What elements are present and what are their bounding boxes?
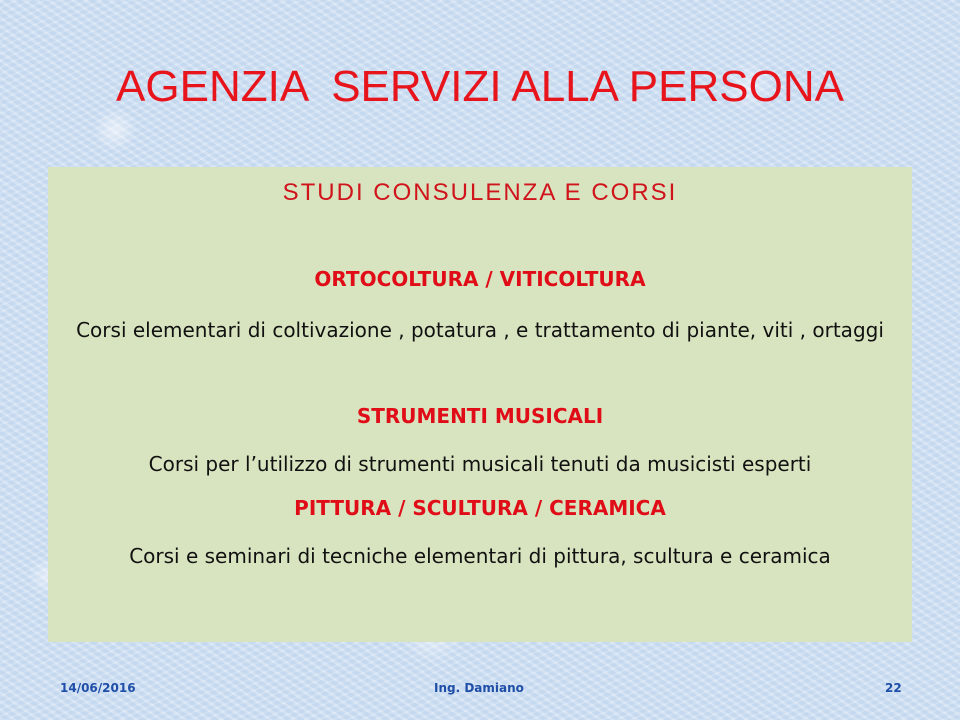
footer-page-number: 22 bbox=[885, 681, 902, 695]
footer-author: Ing. Damiano bbox=[434, 681, 524, 695]
section-title-ortocoltura: ORTOCOLTURA / VITICOLTURA bbox=[314, 267, 646, 291]
section-title-strumenti: STRUMENTI MUSICALI bbox=[356, 404, 604, 428]
content-box bbox=[48, 167, 912, 642]
section-text-ortocoltura: Corsi elementari di coltivazione , potatura , e trattamento di piante, viti , ortaggi bbox=[76, 318, 884, 342]
section-text-strumenti: Corsi per l’utilizzo di strumenti musicali tenuti da musicisti esperti bbox=[148, 452, 812, 476]
section-text-pittura: Corsi e seminari di tecniche elementari di pittura, scultura e ceramica bbox=[129, 544, 831, 568]
section-title-pittura: PITTURA / SCULTURA / CERAMICA bbox=[294, 496, 666, 520]
slide-title: AGENZIA SERVIZI ALLA PERSONA bbox=[116, 62, 844, 111]
box-heading: STUDI CONSULENZA E CORSI bbox=[282, 179, 678, 206]
footer-date: 14/06/2016 bbox=[60, 681, 136, 695]
